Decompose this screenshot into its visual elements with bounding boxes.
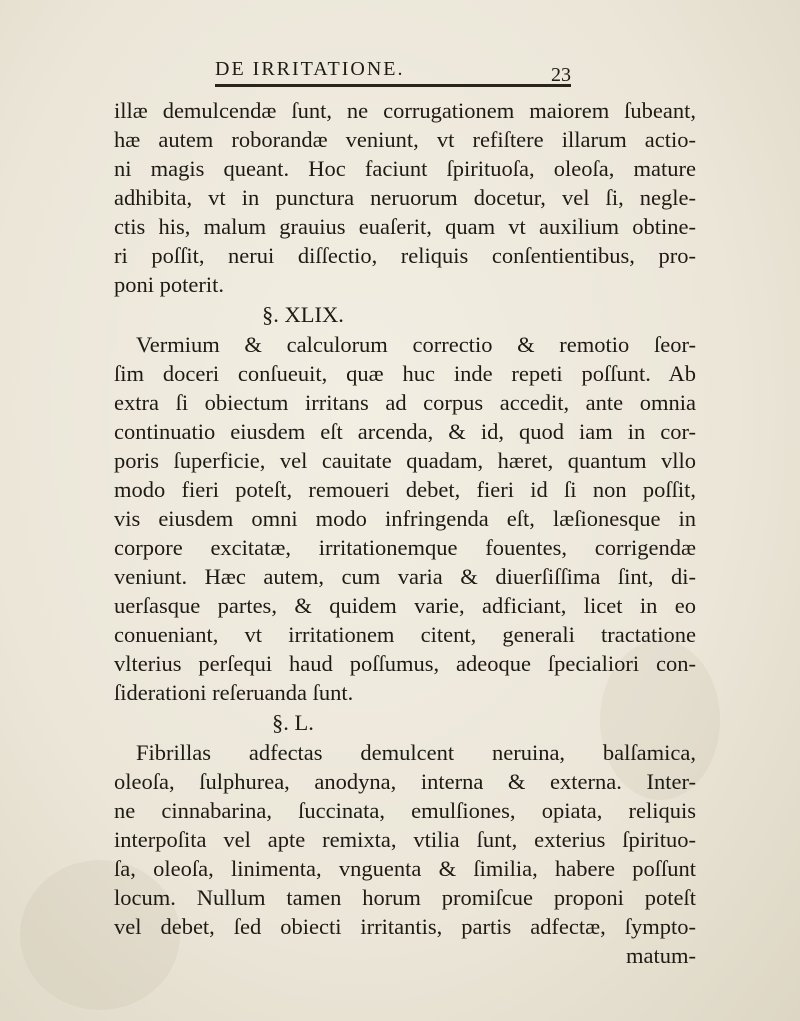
header-rule xyxy=(215,84,571,87)
text-line: continuatio eiusdem eſt arcenda, & id, quod iam in cor- xyxy=(114,419,696,444)
text-line: vel debet, ſed obiecti irritantis, partis adfectæ, ſympto- xyxy=(114,914,696,939)
text-line: ctis his, malum grauius euaſerit, quam vt auxilium obtine- xyxy=(114,214,696,239)
section-l-paragraph xyxy=(114,738,696,970)
text-line: ni magis queant. Hoc faciunt ſpirituoſa, oleoſa, mature xyxy=(114,156,696,181)
running-head: DE IRRITATIONE. xyxy=(215,58,405,80)
page-number: 23 xyxy=(551,64,571,86)
text-line: poris ſuperficie, vel cauitate quadam, hæret, quantum vllo xyxy=(114,448,696,473)
catchword: matum- xyxy=(626,943,696,968)
text-line: hæ autem roborandæ veniunt, vt refiſtere illarum actio- xyxy=(114,127,696,152)
text-line: ſim doceri conſueuit, quæ huc inde repeti poſſunt. Ab xyxy=(114,361,696,386)
text-line: oleoſa, ſulphurea, anodyna, interna & externa. Inter- xyxy=(114,769,696,794)
text-line: interpoſita vel apte remixta, vtilia ſunt, exterius ſpirituo- xyxy=(114,827,696,852)
text-line: uerſasque partes, & quidem varie, adficiant, licet in eo xyxy=(114,593,696,618)
text-line: ſiderationi reſeruanda ſunt. xyxy=(114,680,354,705)
text-line: Fibrillas adfectas demulcent neruina, balſamica, xyxy=(136,740,696,765)
text-line: ne cinnabarina, ſuccinata, emulſiones, opiata, reliquis xyxy=(114,798,696,823)
text-line: Vermium & calculorum correctio & remotio ſeor- xyxy=(136,332,696,357)
page-header xyxy=(215,58,575,88)
text-line: adhibita, vt in punctura neruorum docetur, vel ſi, negle- xyxy=(114,185,696,210)
text-line: ri poſſit, nerui diſſectio, reliquis conſentientibus, pro- xyxy=(114,243,696,268)
text-line: vis eiusdem omni modo infringenda eſt, læſionesque in xyxy=(114,506,696,531)
text-line: conueniant, vt irritationem citent, generali tractatione xyxy=(114,622,696,647)
text-line: ſa, oleoſa, linimenta, vnguenta & ſimilia, habere poſſunt xyxy=(114,856,696,881)
body-text xyxy=(114,96,696,970)
text-line: corpore excitatæ, irritationemque fouentes, corrigendæ xyxy=(114,535,696,560)
text-line: vlterius perſequi haud poſſumus, adeoque ſpecialiori con- xyxy=(114,651,696,676)
text-line: extra ſi obiectum irritans ad corpus accedit, ante omnia xyxy=(114,390,696,415)
section-xlix-paragraph xyxy=(114,330,696,707)
paragraph-continuation xyxy=(114,96,696,299)
text-line: locum. Nullum tamen horum promiſcue proponi poteſt xyxy=(114,885,696,910)
section-heading-xlix: §. XLIX. xyxy=(262,302,344,327)
text-line: illæ demulcendæ ſunt, ne corrugationem maiorem ſubeant, xyxy=(114,98,696,123)
text-line: veniunt. Hæc autem, cum varia & diuerſiſſima ſint, di- xyxy=(114,564,696,589)
text-line: modo fieri poteſt, remoueri debet, fieri id ſi non poſſit, xyxy=(114,477,696,502)
text-line: poni poterit. xyxy=(114,272,224,297)
section-heading-l: §. L. xyxy=(272,710,314,735)
